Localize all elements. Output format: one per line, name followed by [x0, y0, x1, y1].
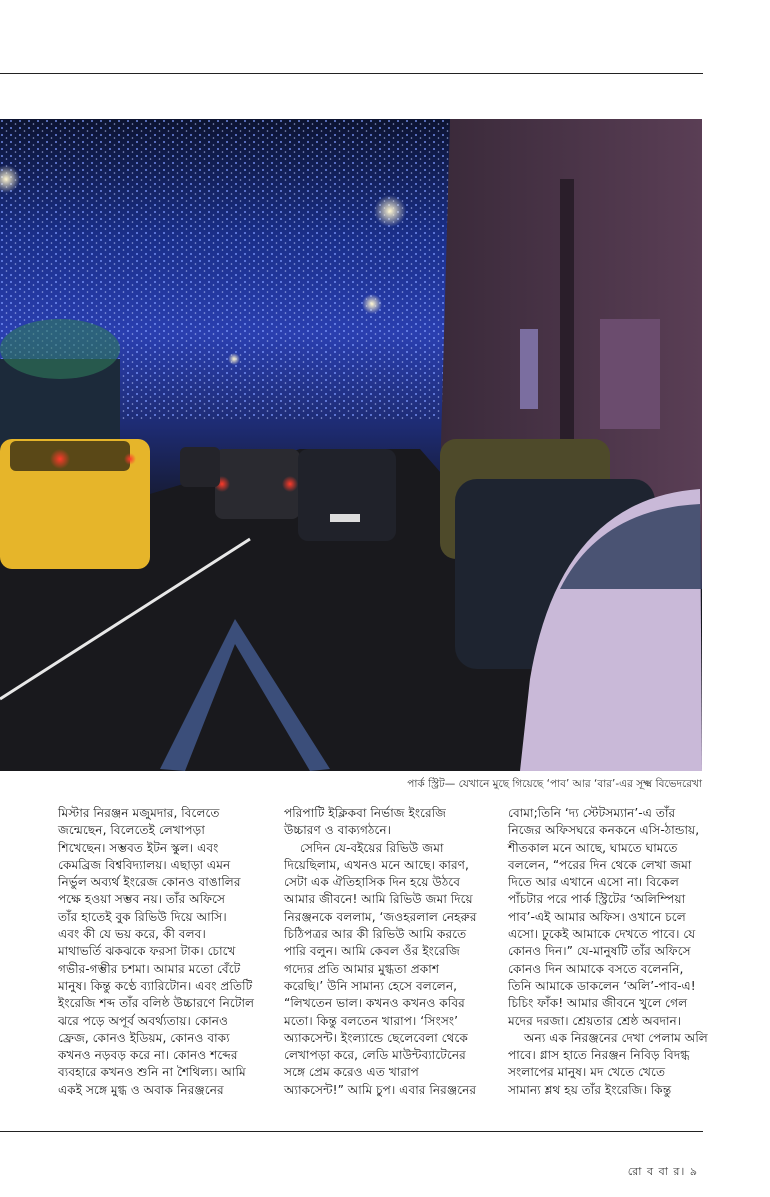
text-line: তিনি আমাকে ডাকলেন ‘অলি’-পাব-এ! [508, 978, 696, 993]
text-line: এবং কী যে ভয় করে, কী বলব। [58, 927, 206, 942]
text-line: গদ্যের প্রতি আমার মুগ্ধতা প্রকাশ [284, 961, 440, 976]
text-line: উচ্চারণ ও বাক্যগঠনে। [284, 823, 392, 838]
text-line: মতো। কিন্তু বলতেন খারাপ। ‘সিংসং’ [284, 1013, 459, 1028]
photo-caption: পার্ক স্ট্রিট— যেখানে মুছে গিয়েছে ‘পাব’ আর ‘বার’-এর সূক্ষ্ম বিভেদরেখা [407, 778, 702, 790]
text-line: কোনও দিন।” যে-মানুষটি তাঁর অফিসে [508, 944, 691, 959]
text-line: নির্ভুল অব্যর্থ ইংরেজ কোনও বাঙালির [58, 875, 241, 890]
text-line: বোমা;তিনি ‘দ্য স্টেটসম্যান’-এ তাঁর [508, 806, 676, 820]
text-line: নিজের অফিসঘরে কনকনে এসি-ঠান্ডায়, [508, 823, 700, 838]
text-line: পাব’-এই আমার অফিস। ওখানে চলে [508, 909, 686, 924]
text-line: কোনও দিন আমাকে বসতে বলেননি, [508, 961, 684, 976]
text-line: শিখেছেন। সম্ভবত ইটন স্কুল। এবং [58, 840, 219, 855]
text-line: অ্যাকসেন্ট। ইংল্যান্ডে ছেলেবেলা থেকে [284, 1030, 468, 1045]
bottom-rule [0, 1131, 703, 1132]
text-line: সামান্য শ্লথ হয় তাঁর ইংরেজি। কিন্তু [508, 1082, 672, 1097]
text-line: মাথাভর্তি ঝকঝকে ফরসা টাক। চোখে [58, 944, 236, 959]
text-line: চিঠিপত্রর আর কী রিভিউ আমি করতে [284, 927, 467, 942]
text-line: পাঁচটার পরে পার্ক স্ট্রিটের ‘অলিম্পিয়া [508, 892, 686, 907]
street-night-photo [0, 119, 702, 771]
text-line: ইংরেজি শব্দ তাঁর বলিষ্ঠ উচ্চারণে নিটোল [58, 996, 255, 1011]
text-line: একই সঙ্গে মুগ্ধ ও অবাক নিরঞ্জনের [58, 1082, 224, 1097]
text-line: পাবে। গ্লাস হাতে নিরঞ্জন নিবিড় বিদগ্ধ [508, 1048, 690, 1063]
text-line: তাঁর হাতেই বুক রিভিউ দিয়ে আসি। [58, 909, 227, 924]
car-ahead-2 [298, 449, 396, 541]
text-line: পারি বলুন। আমি কেবল ওঁর ইংরেজি [284, 944, 460, 959]
text-line: কখনও নড়বড় করে না। কোনও শব্দের [58, 1048, 238, 1063]
text-line: মিস্টার নিরঞ্জন মজুমদার, বিলেতে [58, 806, 220, 820]
text-line: কেমব্রিজ বিশ্ববিদ্যালয়। এছাড়া এমন [58, 857, 231, 872]
text-line: নিরঞ্জনকে বললাম, ‘জওহরলাল নেহরুর [284, 909, 477, 924]
text-line: মদের দরজা। শ্রেয়তার শ্রেষ্ঠ অবদান। [508, 1013, 682, 1028]
text-line: এসো। ঢুকেই আমাকে দেখতে পাবে। যে [508, 927, 696, 942]
text-line: ফ্রেজ, কোনও ইডিয়ম, কোনও বাক্য [58, 1030, 230, 1045]
text-line: শীতকাল মনে আছে, ঘামতে ঘামতে [508, 840, 678, 855]
text-line: চিচিং ফাঁক! আমার জীবনে খুলে গেল [508, 996, 688, 1011]
photo-scene [0, 119, 702, 771]
top-rule [0, 73, 703, 74]
text-line: সংলাপের মানুষ। মদ খেতে খেতে [508, 1065, 666, 1080]
text-line: সেদিন যে-বইয়ের রিভিউ জমা [300, 840, 444, 855]
text-line: মানুষ। কিন্তু কণ্ঠে ব্যারিটোন। এবং প্রতিটি [58, 978, 253, 993]
text-line: আমার জীবনে! আমি রিভিউ জমা দিয়ে [284, 892, 473, 907]
text-line: পক্ষে হওয়া সম্ভব নয়। তাঁর অফিসে [58, 892, 226, 907]
text-line: দিতে আর এখানে এসো না। বিকেল [508, 875, 679, 890]
text-line: গভীর-গম্ভীর চশমা। আমার মতো বেঁটে [58, 961, 241, 976]
text-line: সেটা এক ঐতিহাসিক দিন হয়ে উঠবে [284, 875, 461, 890]
text-line: করেছি।’ উনি সামান্য হেসে বললেন, [284, 978, 457, 993]
text-line: জন্মেছেন, বিলেতেই লেখাপড়া [58, 823, 205, 838]
text-line: বললেন, “পরের দিন থেকে লেখা জমা [508, 857, 692, 872]
text-line: দিয়েছিলাম, এখনও মনে আছে। কারণ, [284, 857, 469, 872]
text-line: ঝরে পড়ে অপূর্ব অবর্থ্যতায়। কোনও [58, 1013, 229, 1028]
text-line: অন্য এক নিরঞ্জনের দেখা পেলাম অলি [524, 1030, 708, 1045]
page-folio: রো ব বা র। ৯ [627, 1165, 698, 1178]
text-line: লেখাপড়া করে, লেডি মাউন্টব্যাটেনের [284, 1048, 466, 1063]
text-line: “লিখতেন ভাল। কখনও কখনও কবির [284, 996, 465, 1011]
text-column-1 [58, 805, 263, 1099]
text-column-3 [508, 805, 708, 1099]
text-column-2 [284, 805, 489, 1099]
text-line: ব্যবহারে কখনও শুনি না শৈথিল্য। আমি [58, 1065, 246, 1080]
text-line: সঙ্গে প্রেম করেও এত খারাপ [284, 1065, 419, 1080]
text-line: পরিপাটি ইক্লিকবা নির্ভাজ ইংরেজি [284, 806, 447, 820]
text-line: অ্যাকসেন্ট!” আমি চুপ। এবার নিরঞ্জনের [284, 1082, 477, 1097]
